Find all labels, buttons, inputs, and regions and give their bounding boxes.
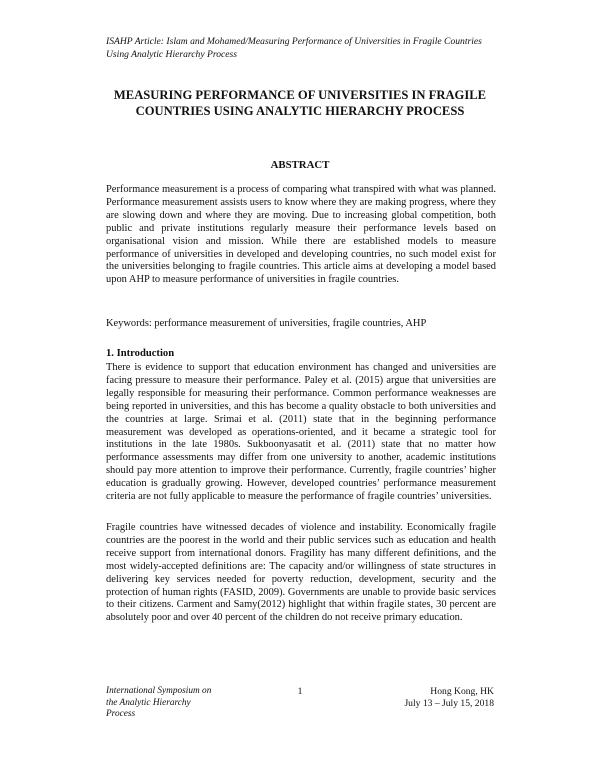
footer-date: July 13 – July 15, 2018 — [404, 697, 494, 709]
running-header — [106, 35, 506, 61]
paper-title: MEASURING PERFORMANCE OF UNIVERSITIES IN FRAGILE COUNTRIES USING ANALYTIC HIERARCHY PROCESS — [113, 88, 487, 118]
abstract-text: Performance measurement is a process of comparing what transpired with what was planned. Performance measurement assists users to know where they are making progress, where they are slowing down and where they are moving. Due to increasing global competition, both public and private institutions regularly measure their performance levels based on organisational vision and mission. While there are established models to measure performance of universities in developed and developing countries, no such model exist for the universities belonging to fragile countries. This article aims at developing a model based upon AHP to measure performance of universities in fragile countries. — [106, 184, 496, 286]
footer-conference-line-1: International Symposium on — [106, 686, 212, 696]
abstract-heading: ABSTRACT — [270, 159, 330, 171]
keywords: Keywords: performance measurement of universities, fragile countries, AHP — [106, 318, 427, 329]
running-header-line-1: ISAHP Article: Islam and Mohamed/Measuring Performance of Universities in Fragile Countries — [106, 36, 482, 47]
footer-location: Hong Kong, HK — [430, 686, 494, 697]
introduction-paragraph-2: Fragile countries have witnessed decades of violence and instability. Economically fragile countries are the poorest in the world and their public services such as education and health receive support from international donors. Fragility has many different definitions, and the most widely-accepted definitions are: The capacity and/or willingness of state structures in delivering key services needed for poverty reduction, development, security and the protection of human rights (FASID, 2009). Governments are unable to provide basic services to their citizens. Carment and Samy(2012) highlight that within fragile states, 30 percent are absolutely poor and over 40 percent of the children do not receive primary education. — [106, 522, 496, 624]
section-heading-introduction: 1. Introduction — [106, 348, 175, 359]
footer-location-date — [360, 686, 494, 709]
page-number: 1 — [297, 686, 303, 697]
footer-conference-line-3: Process — [106, 709, 136, 719]
running-header-line-2: Using Analytic Hierarchy Process — [106, 49, 238, 60]
introduction-paragraph-1: There is evidence to support that education environment has changed and universities are facing pressure to measure their performance. Paley et al. (2015) argue that universities are legally responsible for measuring their performance. Common performance weaknesses are being reported in universities, and this has become a quality obstacle to both universities and the countries at large. Srimai et al. (2011) state that in the beginning performance measurement was developed as operations-oriented, and it became a strategic tool for institutions in the late 1980s. Sukboonyasatit et al. (2011) state that no matter how performance assessments may differ from one university to another, academic institutions should pay more attention to improve their performance. Currently, fragile countries’ higher education is gradually growing. However, developed countries’ performance measurement criteria are not fully applicable to measure the performance of fragile countries’ universities. — [106, 362, 496, 503]
footer-conference — [106, 686, 256, 721]
footer-conference-line-2: the Analytic Hierarchy — [106, 697, 191, 708]
